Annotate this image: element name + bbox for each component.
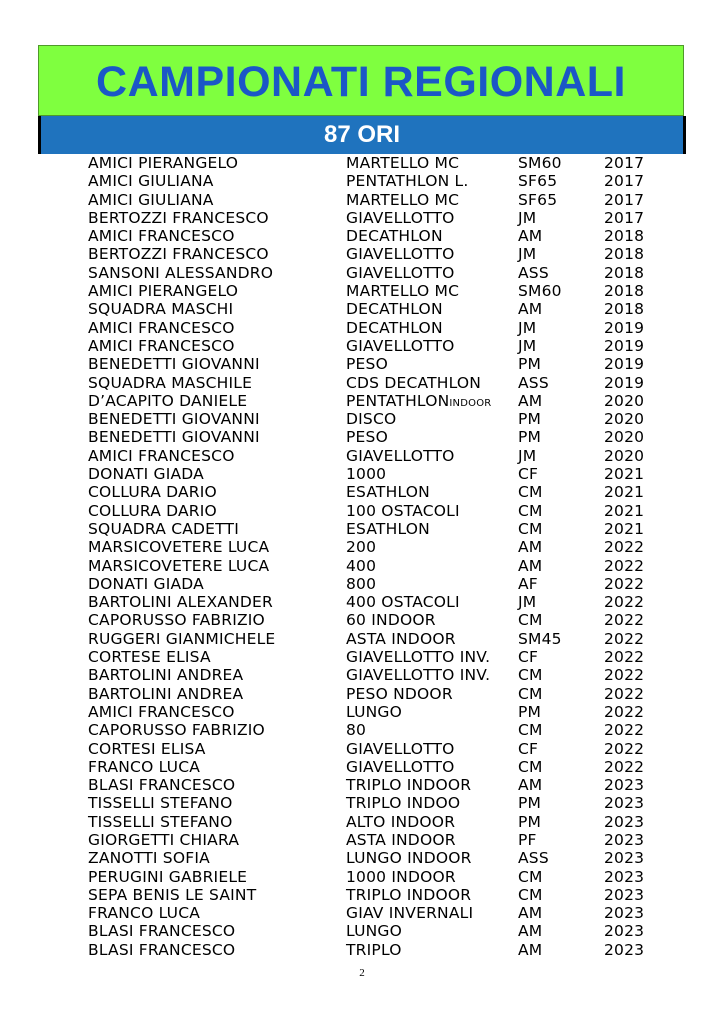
category: CM	[518, 483, 543, 502]
year: 2022	[604, 702, 645, 721]
athlete-name: COLLURA DARIO	[88, 501, 217, 520]
athlete-name: AMICI FRANCESCO	[88, 702, 235, 721]
event-name	[346, 319, 443, 337]
result-row	[0, 447, 724, 465]
result-row	[0, 319, 724, 337]
event-label: GIAVELLOTTO	[346, 245, 455, 264]
result-row	[0, 337, 724, 355]
event-label: ALTO INDOOR	[346, 812, 456, 831]
event-name	[346, 904, 473, 922]
athlete-name: BLASI FRANCESCO	[88, 940, 236, 959]
athlete-name: AMICI FRANCESCO	[88, 227, 235, 246]
event-label: TRIPLO INDOOR	[346, 885, 472, 904]
year: 2018	[604, 300, 645, 319]
category: CM	[518, 684, 543, 703]
athlete-name: PERUGINI GABRIELE	[88, 867, 248, 886]
year: 2023	[604, 904, 645, 923]
event-name	[346, 849, 472, 867]
event-name	[346, 776, 471, 794]
year: 2019	[604, 373, 645, 392]
result-row	[0, 245, 724, 263]
category: JM	[518, 446, 537, 465]
event-name	[346, 575, 376, 593]
event-label: PESO	[346, 428, 388, 447]
event-label: CDS DECATHLON	[346, 373, 482, 392]
category: AM	[518, 227, 543, 246]
athlete-name: AMICI GIULIANA	[88, 190, 214, 209]
athlete-name: SQUADRA MASCHILE	[88, 373, 253, 392]
event-name	[346, 666, 490, 684]
category: PF	[518, 830, 537, 849]
event-label: TRIPLO INDOOR	[346, 776, 472, 795]
athlete-name: FRANCO LUCA	[88, 757, 201, 776]
event-label: LUNGO	[346, 922, 403, 941]
event-name	[346, 721, 366, 739]
athlete-name: BARTOLINI ALEXANDER	[88, 593, 273, 612]
category: PM	[518, 355, 542, 374]
year: 2022	[604, 611, 645, 630]
result-row	[0, 300, 724, 318]
category: CF	[518, 648, 539, 667]
year: 2022	[604, 629, 645, 648]
result-row	[0, 191, 724, 209]
athlete-name: BARTOLINI ANDREA	[88, 684, 244, 703]
results-list	[0, 154, 724, 959]
athlete-name: SEPA BENIS LE SAINT	[88, 885, 257, 904]
result-row	[0, 410, 724, 428]
event-label: MARTELLO MC	[346, 154, 460, 172]
event-label: GIAVELLOTTO	[346, 739, 455, 758]
result-row	[0, 557, 724, 575]
event-name	[346, 685, 453, 703]
athlete-name: AMICI GIULIANA	[88, 172, 214, 191]
result-row	[0, 868, 724, 886]
athlete-name: AMICI FRANCESCO	[88, 318, 235, 337]
result-row	[0, 758, 724, 776]
result-row	[0, 648, 724, 666]
medal-count-title: 87 ORI	[323, 121, 401, 148]
category: AM	[518, 538, 543, 557]
category: AM	[518, 556, 543, 575]
category: SM60	[518, 282, 562, 301]
category: AF	[518, 574, 538, 593]
category: PM	[518, 428, 542, 447]
event-name	[346, 520, 430, 538]
event-label: MARTELLO MC	[346, 190, 460, 209]
athlete-name: SQUADRA MASCHI	[88, 300, 234, 319]
event-label: 60 INDOOR	[346, 611, 436, 630]
athlete-name: COLLURA DARIO	[88, 483, 217, 502]
athlete-name: DONATI GIADA	[88, 574, 204, 593]
event-name	[346, 428, 388, 446]
category: JM	[518, 593, 537, 612]
event-label: GIAV INVERNALI	[346, 904, 474, 923]
category: CF	[518, 465, 539, 484]
event-label: MARTELLO MC	[346, 282, 460, 301]
subtitle-band	[38, 116, 686, 154]
category: CM	[518, 611, 543, 630]
event-name	[346, 264, 455, 282]
event-label: ESATHLON	[346, 483, 430, 502]
event-name	[346, 538, 376, 556]
event-name	[346, 282, 459, 300]
event-name	[346, 703, 402, 721]
event-name	[346, 831, 456, 849]
event-name	[346, 922, 402, 940]
athlete-name: BENEDETTI GIOVANNI	[88, 410, 260, 429]
result-row	[0, 922, 724, 940]
event-name	[346, 483, 430, 501]
athlete-name: CORTESI ELISA	[88, 739, 206, 758]
year: 2019	[604, 318, 645, 337]
event-label: GIAVELLOTTO	[346, 208, 455, 227]
year: 2022	[604, 757, 645, 776]
event-name	[346, 611, 436, 629]
result-row	[0, 703, 724, 721]
category: AM	[518, 391, 543, 410]
year: 2022	[604, 574, 645, 593]
event-name	[346, 447, 455, 465]
athlete-name: AMICI FRANCESCO	[88, 446, 235, 465]
athlete-name: BERTOZZI FRANCESCO	[88, 245, 269, 264]
result-row	[0, 355, 724, 373]
result-row	[0, 941, 724, 959]
event-label: PESO	[346, 355, 388, 374]
result-row	[0, 776, 724, 794]
year: 2017	[604, 172, 645, 191]
event-label: DECATHLON	[346, 300, 443, 319]
title-banner	[38, 45, 684, 116]
year: 2017	[604, 154, 645, 172]
event-label: LUNGO INDOOR	[346, 849, 472, 868]
athlete-name: MARSICOVETERE LUCA	[88, 538, 270, 557]
year: 2018	[604, 245, 645, 264]
year: 2022	[604, 538, 645, 557]
athlete-name: SANSONI ALESSANDRO	[88, 263, 274, 282]
category: ASS	[518, 373, 549, 392]
result-row	[0, 483, 724, 501]
category: SM45	[518, 629, 562, 648]
year: 2021	[604, 465, 645, 484]
category: AM	[518, 776, 543, 795]
result-row	[0, 392, 724, 410]
event-name	[346, 758, 455, 776]
result-row	[0, 740, 724, 758]
category: PM	[518, 812, 542, 831]
year: 2023	[604, 940, 645, 959]
year: 2018	[604, 227, 645, 246]
category: ASS	[518, 263, 549, 282]
event-label: 200	[346, 538, 377, 557]
result-row	[0, 264, 724, 282]
athlete-name: D’ACAPITO DANIELE	[88, 391, 248, 410]
event-label: PENTATHLON	[346, 391, 450, 410]
result-row	[0, 575, 724, 593]
result-row	[0, 794, 724, 812]
event-label: GIAVELLOTTO INV.	[346, 648, 491, 667]
page-number: 2	[359, 967, 365, 979]
page-title: CAMPIONATI REGIONALI	[96, 58, 626, 106]
event-name	[346, 813, 455, 831]
event-label: 1000 INDOOR	[346, 867, 456, 886]
category: ASS	[518, 849, 549, 868]
year: 2018	[604, 263, 645, 282]
result-row	[0, 209, 724, 227]
result-row	[0, 428, 724, 446]
athlete-name: BENEDETTI GIOVANNI	[88, 355, 260, 374]
athlete-name: GIORGETTI CHIARA	[88, 830, 240, 849]
event-name	[346, 245, 455, 263]
result-row	[0, 374, 724, 392]
result-row	[0, 520, 724, 538]
result-row	[0, 721, 724, 739]
event-label: 400 OSTACOLI	[346, 593, 460, 612]
year: 2023	[604, 812, 645, 831]
event-label: PESO NDOOR	[346, 684, 453, 703]
event-label: PENTATHLON L.	[346, 172, 469, 191]
event-label: 800	[346, 574, 377, 593]
athlete-name: SQUADRA CADETTI	[88, 519, 239, 538]
category: CM	[518, 757, 543, 776]
athlete-name: BERTOZZI FRANCESCO	[88, 208, 269, 227]
result-row	[0, 886, 724, 904]
year: 2021	[604, 483, 645, 502]
event-name	[346, 337, 455, 355]
year: 2022	[604, 666, 645, 685]
category: CM	[518, 666, 543, 685]
athlete-name: BLASI FRANCESCO	[88, 776, 236, 795]
category: AM	[518, 922, 543, 941]
category: JM	[518, 336, 537, 355]
event-label: LUNGO	[346, 702, 403, 721]
year: 2022	[604, 739, 645, 758]
year: 2023	[604, 794, 645, 813]
event-name	[346, 886, 471, 904]
result-row	[0, 593, 724, 611]
athlete-name: TISSELLI STEFANO	[88, 812, 233, 831]
event-name	[346, 172, 469, 190]
event-name	[346, 410, 396, 428]
event-label: ESATHLON	[346, 519, 430, 538]
athlete-name: FRANCO LUCA	[88, 904, 201, 923]
result-row	[0, 666, 724, 684]
event-name	[346, 502, 460, 520]
year: 2017	[604, 208, 645, 227]
category: PM	[518, 794, 542, 813]
category: CF	[518, 739, 539, 758]
athlete-name: BLASI FRANCESCO	[88, 922, 236, 941]
event-name	[346, 374, 481, 392]
result-row	[0, 904, 724, 922]
category: CM	[518, 519, 543, 538]
athlete-name: TISSELLI STEFANO	[88, 794, 233, 813]
event-label: ASTA INDOOR	[346, 830, 456, 849]
result-row	[0, 282, 724, 300]
event-label: GIAVELLOTTO INV.	[346, 666, 491, 685]
event-name	[346, 465, 386, 483]
result-row	[0, 502, 724, 520]
year: 2020	[604, 391, 645, 410]
category: AM	[518, 904, 543, 923]
result-row	[0, 154, 724, 172]
event-label: 80	[346, 721, 367, 740]
event-label: ASTA INDOOR	[346, 629, 456, 648]
event-label: TRIPLO	[346, 940, 402, 959]
athlete-name: BENEDETTI GIOVANNI	[88, 428, 260, 447]
category: CM	[518, 721, 543, 740]
year: 2022	[604, 593, 645, 612]
result-row	[0, 630, 724, 648]
year: 2017	[604, 190, 645, 209]
event-name	[346, 593, 460, 611]
event-label: GIAVELLOTTO	[346, 446, 455, 465]
event-name	[346, 648, 490, 666]
year: 2022	[604, 721, 645, 740]
athlete-name: AMICI PIERANGELO	[88, 282, 239, 301]
year: 2023	[604, 885, 645, 904]
year: 2020	[604, 410, 645, 429]
event-name	[346, 941, 402, 959]
event-name	[346, 300, 443, 318]
year: 2022	[604, 556, 645, 575]
event-name	[346, 154, 459, 172]
category: PM	[518, 702, 542, 721]
year: 2020	[604, 446, 645, 465]
event-name	[346, 630, 456, 648]
year: 2022	[604, 684, 645, 703]
athlete-name: CORTESE ELISA	[88, 648, 211, 667]
category: PM	[518, 410, 542, 429]
category: CM	[518, 867, 543, 886]
event-label: DECATHLON	[346, 227, 443, 246]
athlete-name: ZANOTTI SOFIA	[88, 849, 210, 868]
result-row	[0, 849, 724, 867]
event-label: GIAVELLOTTO	[346, 336, 455, 355]
year: 2023	[604, 849, 645, 868]
event-label: 400	[346, 556, 377, 575]
event-name	[346, 191, 459, 209]
result-row	[0, 611, 724, 629]
event-label: GIAVELLOTTO	[346, 263, 455, 282]
category: SF65	[518, 172, 558, 191]
athlete-name: AMICI PIERANGELO	[88, 154, 239, 172]
result-row	[0, 172, 724, 190]
year: 2023	[604, 867, 645, 886]
athlete-name: MARSICOVETERE LUCA	[88, 556, 270, 575]
result-row	[0, 227, 724, 245]
category: AM	[518, 300, 543, 319]
year: 2020	[604, 428, 645, 447]
category: SF65	[518, 190, 558, 209]
athlete-name: RUGGERI GIANMICHELE	[88, 629, 276, 648]
event-name	[346, 209, 455, 227]
result-row	[0, 685, 724, 703]
year: 2023	[604, 922, 645, 941]
athlete-name: BARTOLINI ANDREA	[88, 666, 244, 685]
athlete-name: AMICI FRANCESCO	[88, 336, 235, 355]
event-label: TRIPLO INDOO	[346, 794, 461, 813]
event-name	[346, 557, 376, 575]
category: CM	[518, 885, 543, 904]
event-name	[346, 227, 443, 245]
result-row	[0, 465, 724, 483]
event-label: 1000	[346, 465, 387, 484]
category: JM	[518, 245, 537, 264]
athlete-name: DONATI GIADA	[88, 465, 204, 484]
year: 2023	[604, 830, 645, 849]
event-label: 100 OSTACOLI	[346, 501, 460, 520]
event-name	[346, 794, 460, 812]
event-label: DECATHLON	[346, 318, 443, 337]
category: JM	[518, 208, 537, 227]
event-suffix: INDOOR	[449, 397, 492, 409]
year: 2021	[604, 501, 645, 520]
year: 2023	[604, 776, 645, 795]
category: SM60	[518, 154, 562, 172]
event-name	[346, 355, 388, 373]
athlete-name: CAPORUSSO FABRIZIO	[88, 611, 265, 630]
athlete-name: CAPORUSSO FABRIZIO	[88, 721, 265, 740]
event-label: GIAVELLOTTO	[346, 757, 455, 776]
year: 2019	[604, 336, 645, 355]
category: CM	[518, 501, 543, 520]
year: 2019	[604, 355, 645, 374]
result-row	[0, 813, 724, 831]
year: 2021	[604, 519, 645, 538]
category: JM	[518, 318, 537, 337]
event-label: DISCO	[346, 410, 397, 429]
event-name	[346, 868, 456, 886]
category: AM	[518, 940, 543, 959]
result-row	[0, 538, 724, 556]
year: 2022	[604, 648, 645, 667]
result-row	[0, 831, 724, 849]
year: 2018	[604, 282, 645, 301]
event-name	[346, 740, 455, 758]
